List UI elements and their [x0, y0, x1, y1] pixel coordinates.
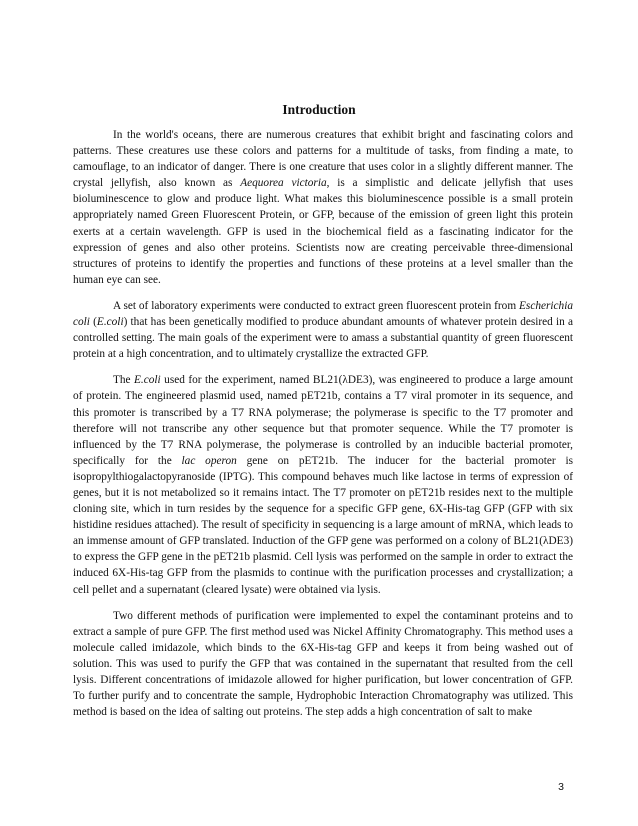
body-text: [73, 127, 573, 720]
text-run: , is a simplistic and delicate jellyfish that uses bioluminescence to glow and produce light. What makes this bioluminescence possible is a small protein appropriately named Green Fluorescent Protein, or GFP, because of the emission of green light this protein exerts at a certain wavelength. GFP is used in the biochemical field as a fascinating indicator for the expression of genes and also other proteins. Scientists now are creating perceivable three-dimensional structures of proteins to identify the properties and functions of these proteins at a level smaller than the human eye can see.: [73, 177, 573, 286]
italic-text: Aequorea victoria: [240, 177, 327, 190]
italic-text: Escherichia coli: [73, 299, 573, 329]
text-run: In the world's oceans, there are numerous creatures that exhibit bright and fascinating colors and patterns. These creatures use these colors and patterns for a multitude of tasks, from finding a mate, to camouflage, to an indicator of danger. There is one creature that uses color in a slightly different manner. The crystal jellyfish, also known as: [73, 129, 573, 190]
italic-text: lac operon: [181, 454, 237, 467]
paragraph: [73, 608, 573, 721]
text-run: ) that has been genetically modified to produce abundant amounts of whatever protein desired in a controlled setting. The main goals of the experiment were to amass a substantial quantity of green fluorescent protein at a high concentration, and to ultimately crystallize the extracted GFP.: [73, 316, 573, 361]
paragraph: [73, 127, 573, 288]
text-run: gene on pET21b. The inducer for the bacterial promoter is isopropylthiogalactopyranoside (IPTG). This compound behaves much like lactose in terms of expression of genes, but it is not metabolized so it remains intact. The T7 promoter on pET21b resides next to the multiple cloning site, which in turn resides by the sequence for a specific GFP gene, 6X-His-tag GFP (GFP with six histidine residues attached). The result of specificity in sequencing is a large amount of mRNA, which leads to an immense amount of GFP translated. Induction of the GFP gene was performed on a colony of BL21(λDE3) to express the GFP gene in the pET21b plasmid. Cell lysis was performed on the sample in order to extract the induced 6X-His-tag GFP from the plasmids to continue with the purification processes and crystallization; a cell pellet and a supernatant (cleared lysate) were obtained via lysis.: [73, 454, 573, 596]
paragraph: [73, 298, 573, 362]
page-number: 3: [558, 781, 564, 793]
text-run: Two different methods of purification were implemented to expel the contaminant proteins and to extract a sample of pure GFP. The first method used was Nickel Affinity Chromatography. This method uses a molecule called imidazole, which binds to the 6X-His-tag GFP and keeps it from being washed out of solution. This was used to purify the GFP that was contained in the supernatant that resulted from the cell lysis. Different concentrations of imidazole allowed for higher purification, but lower concentration of GFP. To further purify and to concentrate the sample, Hydrophobic Interaction Chromatography was utilized. This method is based on the idea of salting out proteins. The step adds a high concentration of salt to make: [73, 609, 573, 719]
text-run: The: [113, 374, 135, 387]
paragraph: [73, 372, 573, 597]
italic-text: E.coli: [96, 316, 124, 329]
text-run: A set of laboratory experiments were conducted to extract green fluorescent protein from: [113, 299, 520, 312]
text-run: used for the experiment, named BL21(λDE3), was engineered to produce a large amount of protein. The engineered plasmid used, named pET21b, contains a T7 viral promoter in its sequence, and this promoter is transcribed by a T7 RNA polymerase; the polymerase is specific to the T7 promoter and therefore will not transcribe any other sequence but that promoter sequence. While the T7 promoter is influenced by the T7 RNA polymerase, the polymerase is controlled by an inducible bacterial promoter, specifically for the: [73, 374, 573, 467]
text-run: (: [89, 316, 97, 329]
italic-text: E.coli: [134, 374, 161, 387]
page-title: Introduction: [282, 102, 356, 117]
